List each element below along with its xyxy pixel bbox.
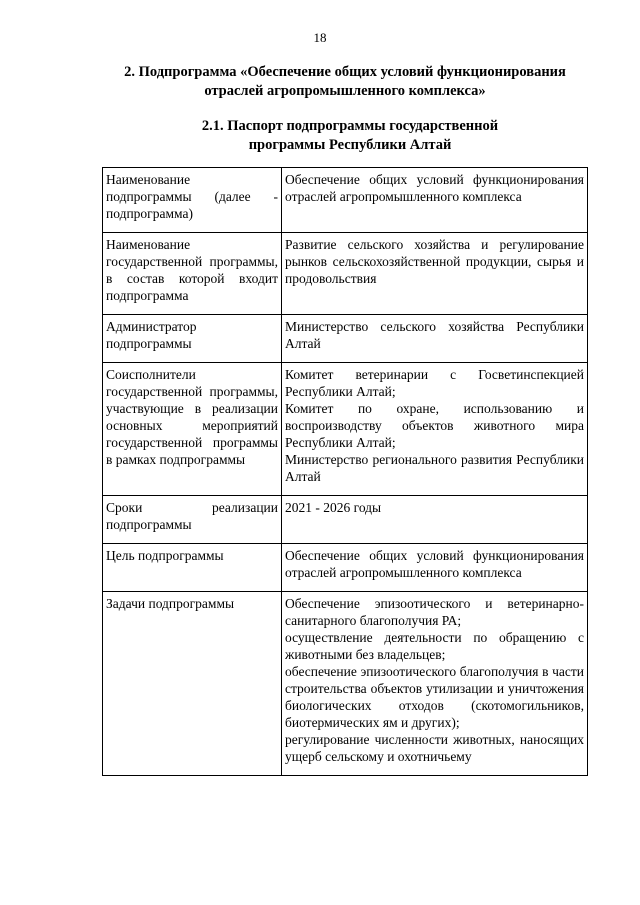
row-value bbox=[282, 168, 588, 233]
row-value-line: осуществление деятельности по обращению с животными без владельцев; bbox=[285, 630, 584, 662]
row-value-line: регулирование численности животных, наносящих ущерб сельскому и охотничьему bbox=[285, 732, 584, 764]
row-value bbox=[282, 363, 588, 496]
row-value-line: Обеспечение общих условий функционирования отраслей агропромышленного комплекса bbox=[285, 172, 584, 204]
row-value bbox=[282, 544, 588, 592]
table-row bbox=[103, 363, 588, 496]
row-label: Сроки реализации подпрограммы bbox=[103, 496, 282, 544]
section-title: 2. Подпрограмма «Обеспечение общих условий функционирования отраслей агропромышленного комплекса» bbox=[124, 64, 566, 99]
passport-table bbox=[102, 167, 588, 776]
subsection-title bbox=[150, 117, 550, 155]
row-value bbox=[282, 233, 588, 315]
row-value-line: обеспечение эпизоотического благополучия в части строительства объектов утилизации и уничтожения биологических отходов (скотомогильников, биотермических ям и других); bbox=[285, 664, 584, 730]
table-row bbox=[103, 168, 588, 233]
row-value-line: 2021 - 2026 годы bbox=[285, 500, 382, 515]
row-value-line: Комитет ветеринарии с Госветинспекцией Республики Алтай; bbox=[285, 367, 584, 399]
table-row bbox=[103, 592, 588, 776]
row-value bbox=[282, 496, 588, 544]
page-number: 18 bbox=[313, 30, 327, 45]
table-row bbox=[103, 544, 588, 592]
row-label: Задачи подпрограммы bbox=[103, 592, 282, 776]
row-value bbox=[282, 592, 588, 776]
row-label: Наименование подпрограммы (далее - подпрограмма) bbox=[103, 168, 282, 233]
row-value-line: Министерство сельского хозяйства Республики Алтай bbox=[285, 319, 584, 351]
table-row bbox=[103, 233, 588, 315]
subsection-title-line-1: 2.1. Паспорт подпрограммы государственной bbox=[201, 118, 499, 134]
row-value-line: Обеспечение общих условий функционирования отраслей агропромышленного комплекса bbox=[285, 548, 584, 580]
table-row bbox=[103, 315, 588, 363]
row-label: Цель подпрограммы bbox=[103, 544, 282, 592]
row-label: Администратор подпрограммы bbox=[103, 315, 282, 363]
row-label: Соисполнители государственной программы, участвующие в реализации основных мероприятий государственной программы в рамках подпрограммы bbox=[103, 363, 282, 496]
row-value-line: Развитие сельского хозяйства и регулирование рынков сельскохозяйственной продукции, сырья и продовольствия bbox=[285, 237, 584, 286]
row-value-line: Обеспечение эпизоотического и ветеринарно-санитарного благополучия РА; bbox=[285, 596, 584, 628]
subsection-title-line-2: программы Республики Алтай bbox=[248, 137, 452, 153]
row-value-line: Министерство регионального развития Республики Алтай bbox=[285, 452, 584, 484]
row-value bbox=[282, 315, 588, 363]
row-value-line: Комитет по охране, использованию и воспроизводству объектов животного мира Республики Алтай; bbox=[285, 401, 584, 450]
row-label: Наименование государственной программы, в состав которой входит подпрограмма bbox=[103, 233, 282, 315]
table-row bbox=[103, 496, 588, 544]
